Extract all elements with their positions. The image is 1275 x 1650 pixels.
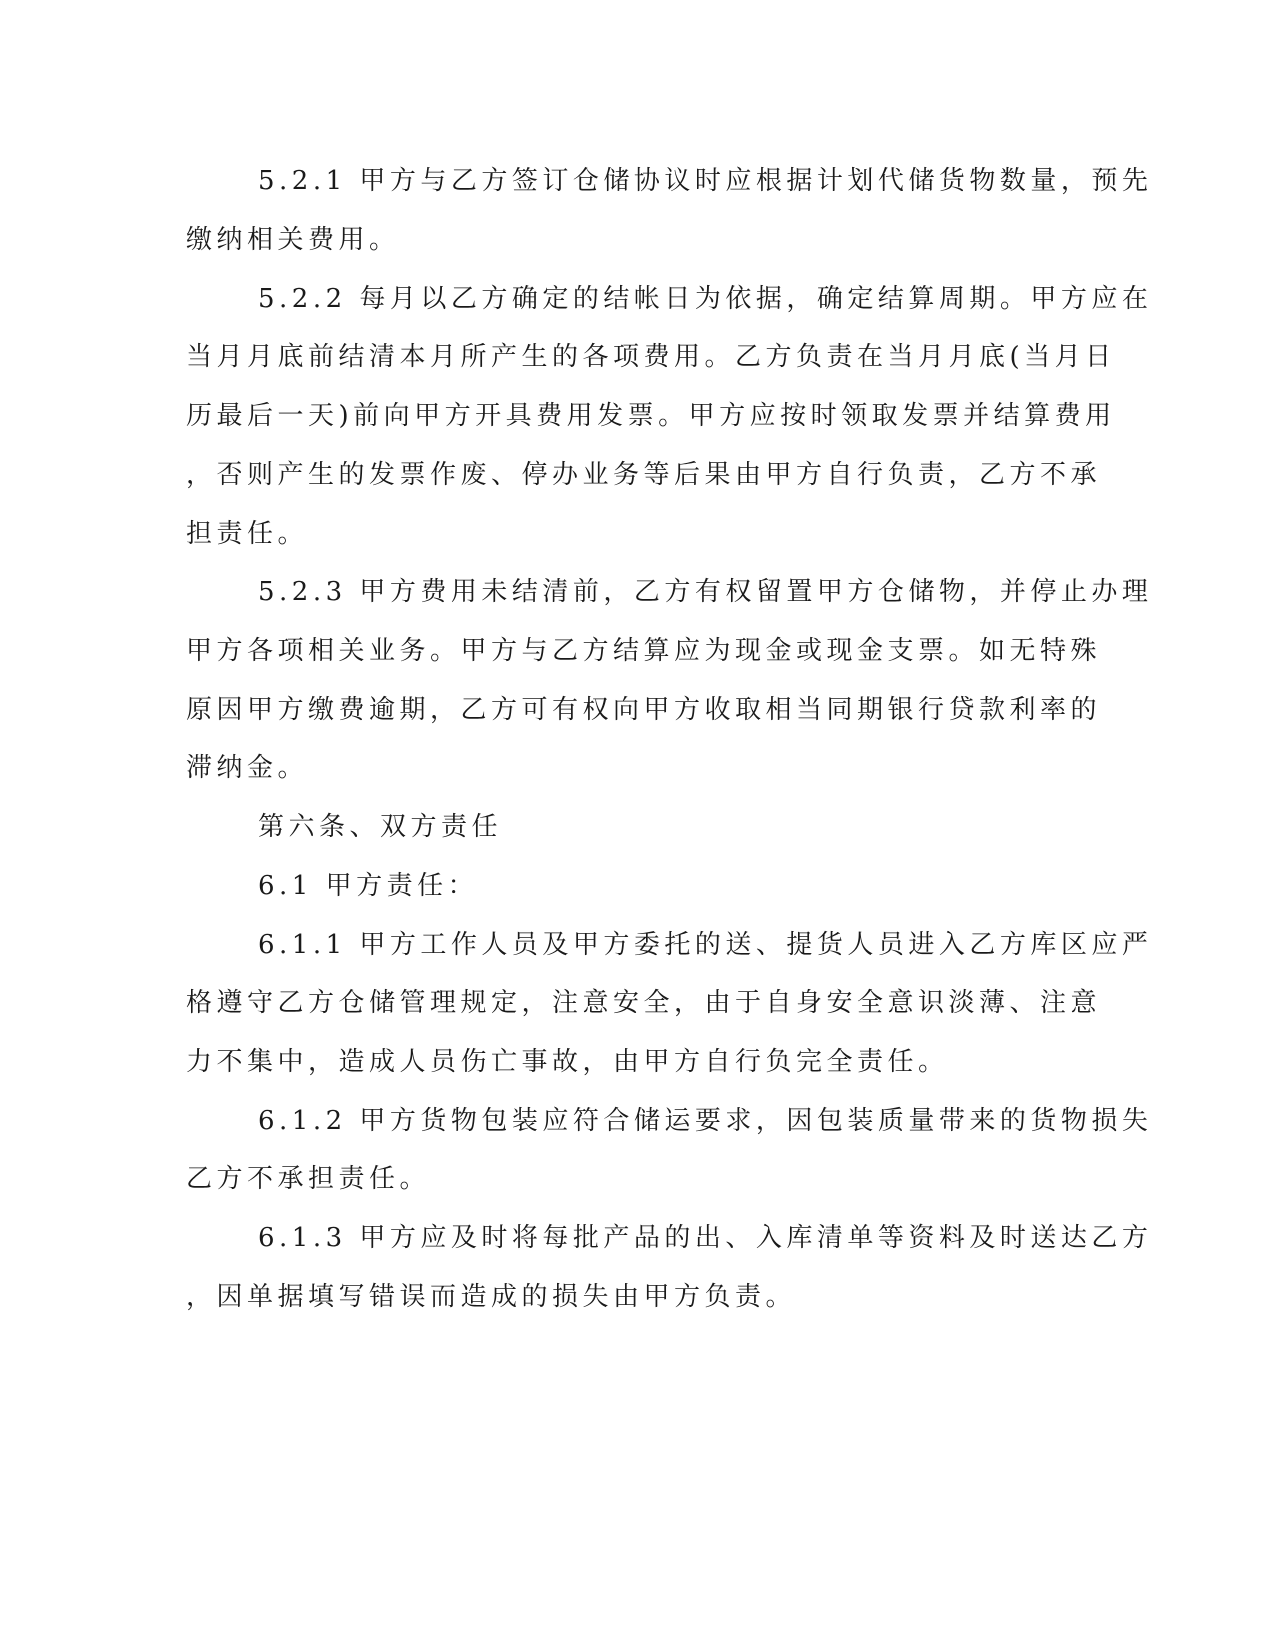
text-line: 滞纳金。	[186, 753, 309, 783]
text-line: 力不集中，造成人员伤亡事故，由甲方自行负完全责任。	[186, 1047, 949, 1077]
text-line: 当月月底前结清本月所产生的各项费用。乙方负责在当月月底(当月日	[186, 342, 1116, 372]
subsection-heading: 6.1 甲方责任：	[258, 871, 479, 901]
text-line: 格遵守乙方仓储管理规定，注意安全，由于自身安全意识淡薄、注意	[186, 988, 1102, 1018]
text-line: 担责任。	[186, 519, 309, 549]
text-line: ，否则产生的发票作废、停办业务等后果由甲方自行负责，乙方不承	[186, 460, 1102, 490]
text-line: 6.1.1 甲方工作人员及甲方委托的送、提货人员进入乙方库区应严	[258, 930, 1153, 960]
text-line: 缴纳相关费用。	[186, 225, 400, 255]
text-line: 甲方各项相关业务。甲方与乙方结算应为现金或现金支票。如无特殊	[186, 636, 1102, 666]
text-line: 6.1.2 甲方货物包装应符合储运要求，因包装质量带来的货物损失	[258, 1106, 1153, 1136]
section-heading: 第六条、双方责任	[258, 812, 503, 842]
text-line: 5.2.3 甲方费用未结清前，乙方有权留置甲方仓储物，并停止办理	[258, 577, 1153, 607]
text-line: 乙方不承担责任。	[186, 1164, 431, 1194]
text-line: 历最后一天)前向甲方开具费用发票。甲方应按时领取发票并结算费用	[186, 401, 1116, 431]
text-line: 原因甲方缴费逾期，乙方可有权向甲方收取相当同期银行贷款利率的	[186, 695, 1102, 725]
text-line: 5.2.1 甲方与乙方签订仓储协议时应根据计划代储货物数量，预先	[258, 166, 1153, 196]
text-line: ，因单据填写错误而造成的损失由甲方负责。	[186, 1282, 797, 1312]
text-line: 5.2.2 每月以乙方确定的结帐日为依据，确定结算周期。甲方应在	[258, 284, 1153, 314]
text-line: 6.1.3 甲方应及时将每批产品的出、入库清单等资料及时送达乙方	[258, 1223, 1153, 1253]
